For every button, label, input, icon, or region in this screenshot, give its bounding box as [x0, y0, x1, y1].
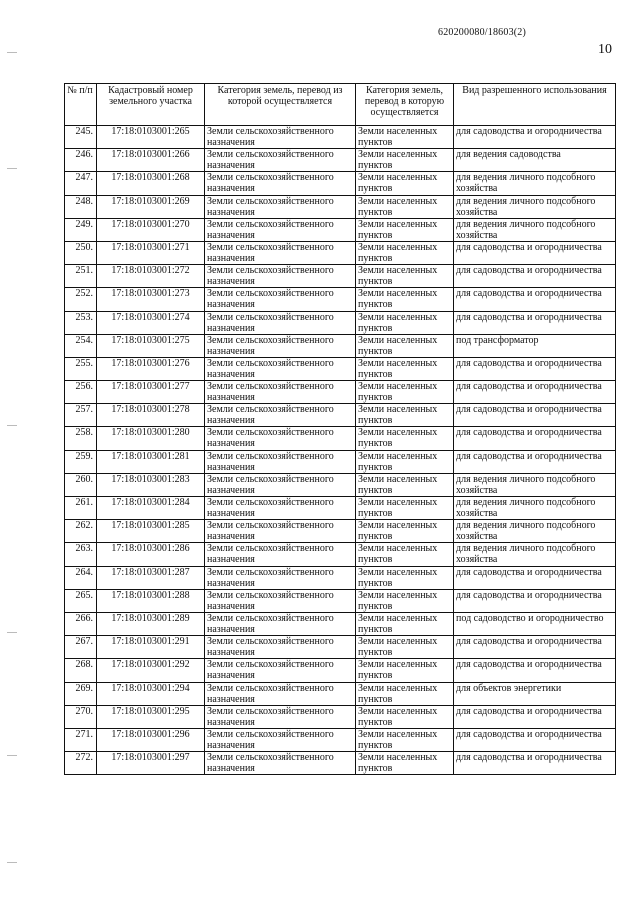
- cadastral-number: 17:18:0103001:275: [97, 334, 205, 357]
- cadastral-number: 17:18:0103001:270: [97, 218, 205, 241]
- page-number: 10: [598, 42, 612, 57]
- category-from: Земли сельскохозяйственного назначения: [205, 149, 356, 172]
- cadastral-number: 17:18:0103001:294: [97, 682, 205, 705]
- row-number: 271.: [65, 728, 97, 751]
- permitted-use: для ведения личного подсобного хозяйства: [454, 497, 616, 520]
- table-row: [65, 218, 616, 241]
- table-row: [65, 473, 616, 496]
- category-to: Земли населенных пунктов: [356, 566, 454, 589]
- category-to: Земли населенных пунктов: [356, 265, 454, 288]
- cadastral-number: 17:18:0103001:266: [97, 149, 205, 172]
- row-number: 263.: [65, 543, 97, 566]
- category-from: Земли сельскохозяйственного назначения: [205, 241, 356, 264]
- row-number: 254.: [65, 334, 97, 357]
- permitted-use: для садоводства и огородничества: [454, 357, 616, 380]
- category-to: Земли населенных пунктов: [356, 450, 454, 473]
- scan-margin-mark: [7, 52, 17, 53]
- row-number: 255.: [65, 357, 97, 380]
- cadastral-number: 17:18:0103001:295: [97, 705, 205, 728]
- permitted-use: для ведения садоводства: [454, 149, 616, 172]
- category-from: Земли сельскохозяйственного назначения: [205, 543, 356, 566]
- table-row: [65, 381, 616, 404]
- permitted-use: для садоводства и огородничества: [454, 126, 616, 149]
- cadastral-number: 17:18:0103001:278: [97, 404, 205, 427]
- category-from: Земли сельскохозяйственного назначения: [205, 265, 356, 288]
- table-row: [65, 752, 616, 775]
- cadastral-number: 17:18:0103001:296: [97, 728, 205, 751]
- land-plots-table-container: [64, 83, 616, 775]
- cadastral-number: 17:18:0103001:269: [97, 195, 205, 218]
- category-from: Земли сельскохозяйственного назначения: [205, 497, 356, 520]
- category-to: Земли населенных пунктов: [356, 288, 454, 311]
- category-from: Земли сельскохозяйственного назначения: [205, 334, 356, 357]
- category-to: Земли населенных пунктов: [356, 218, 454, 241]
- table-row: [65, 334, 616, 357]
- table-row: [65, 288, 616, 311]
- category-to: Земли населенных пунктов: [356, 520, 454, 543]
- header-category-from: Категория земель, перевод из которой осуществляется: [205, 84, 356, 126]
- cadastral-number: 17:18:0103001:268: [97, 172, 205, 195]
- row-number: 266.: [65, 612, 97, 635]
- category-from: Земли сельскохозяйственного назначения: [205, 404, 356, 427]
- row-number: 265.: [65, 589, 97, 612]
- row-number: 257.: [65, 404, 97, 427]
- category-from: Земли сельскохозяйственного назначения: [205, 288, 356, 311]
- row-number: 261.: [65, 497, 97, 520]
- category-from: Земли сельскохозяйственного назначения: [205, 636, 356, 659]
- permitted-use: для садоводства и огородничества: [454, 589, 616, 612]
- cadastral-number: 17:18:0103001:284: [97, 497, 205, 520]
- table-row: [65, 241, 616, 264]
- table-row: [65, 450, 616, 473]
- permitted-use: для садоводства и огородничества: [454, 241, 616, 264]
- category-to: Земли населенных пунктов: [356, 149, 454, 172]
- table-row: [65, 126, 616, 149]
- category-to: Земли населенных пунктов: [356, 427, 454, 450]
- category-to: Земли населенных пунктов: [356, 497, 454, 520]
- category-from: Земли сельскохозяйственного назначения: [205, 612, 356, 635]
- permitted-use: для садоводства и огородничества: [454, 566, 616, 589]
- category-to: Земли населенных пунктов: [356, 311, 454, 334]
- category-from: Земли сельскохозяйственного назначения: [205, 357, 356, 380]
- cadastral-number: 17:18:0103001:289: [97, 612, 205, 635]
- cadastral-number: 17:18:0103001:297: [97, 752, 205, 775]
- cadastral-number: 17:18:0103001:265: [97, 126, 205, 149]
- header-row: [65, 84, 616, 126]
- permitted-use: для садоводства и огородничества: [454, 265, 616, 288]
- table-row: [65, 728, 616, 751]
- table-header: [65, 84, 616, 126]
- category-from: Земли сельскохозяйственного назначения: [205, 172, 356, 195]
- table-row: [65, 705, 616, 728]
- row-number: 259.: [65, 450, 97, 473]
- category-to: Земли населенных пунктов: [356, 589, 454, 612]
- cadastral-number: 17:18:0103001:288: [97, 589, 205, 612]
- permitted-use: для садоводства и огородничества: [454, 728, 616, 751]
- cadastral-number: 17:18:0103001:274: [97, 311, 205, 334]
- category-from: Земли сельскохозяйственного назначения: [205, 195, 356, 218]
- row-number: 258.: [65, 427, 97, 450]
- category-from: Земли сельскохозяйственного назначения: [205, 450, 356, 473]
- row-number: 251.: [65, 265, 97, 288]
- category-from: Земли сельскохозяйственного назначения: [205, 473, 356, 496]
- permitted-use: для садоводства и огородничества: [454, 311, 616, 334]
- category-from: Земли сельскохозяйственного назначения: [205, 566, 356, 589]
- cadastral-number: 17:18:0103001:281: [97, 450, 205, 473]
- permitted-use: для садоводства и огородничества: [454, 381, 616, 404]
- row-number: 262.: [65, 520, 97, 543]
- permitted-use: для объектов энергетики: [454, 682, 616, 705]
- cadastral-number: 17:18:0103001:292: [97, 659, 205, 682]
- category-from: Земли сельскохозяйственного назначения: [205, 126, 356, 149]
- category-from: Земли сельскохозяйственного назначения: [205, 659, 356, 682]
- table-row: [65, 265, 616, 288]
- row-number: 270.: [65, 705, 97, 728]
- category-to: Земли населенных пунктов: [356, 682, 454, 705]
- table-row: [65, 149, 616, 172]
- header-num: № п/п: [65, 84, 97, 126]
- permitted-use: для садоводства и огородничества: [454, 659, 616, 682]
- table-row: [65, 404, 616, 427]
- category-to: Земли населенных пунктов: [356, 612, 454, 635]
- table-row: [65, 659, 616, 682]
- row-number: 267.: [65, 636, 97, 659]
- category-to: Земли населенных пунктов: [356, 728, 454, 751]
- cadastral-number: 17:18:0103001:291: [97, 636, 205, 659]
- row-number: 256.: [65, 381, 97, 404]
- category-from: Земли сельскохозяйственного назначения: [205, 311, 356, 334]
- permitted-use: для ведения личного подсобного хозяйства: [454, 195, 616, 218]
- category-to: Земли населенных пунктов: [356, 357, 454, 380]
- row-number: 249.: [65, 218, 97, 241]
- row-number: 268.: [65, 659, 97, 682]
- cadastral-number: 17:18:0103001:272: [97, 265, 205, 288]
- permitted-use: под садоводство и огородничество: [454, 612, 616, 635]
- category-from: Земли сельскохозяйственного назначения: [205, 682, 356, 705]
- row-number: 272.: [65, 752, 97, 775]
- permitted-use: для ведения личного подсобного хозяйства: [454, 473, 616, 496]
- category-to: Земли населенных пунктов: [356, 705, 454, 728]
- table-row: [65, 566, 616, 589]
- category-to: Земли населенных пунктов: [356, 636, 454, 659]
- header-category-to: Категория земель, перевод в которую осуществляется: [356, 84, 454, 126]
- scan-margin-mark: [7, 632, 17, 633]
- permitted-use: под трансформатор: [454, 334, 616, 357]
- category-to: Земли населенных пунктов: [356, 404, 454, 427]
- table-row: [65, 636, 616, 659]
- table-row: [65, 427, 616, 450]
- table-row: [65, 612, 616, 635]
- permitted-use: для садоводства и огородничества: [454, 636, 616, 659]
- permitted-use: для садоводства и огородничества: [454, 427, 616, 450]
- table-body: [65, 126, 616, 775]
- category-to: Земли населенных пунктов: [356, 473, 454, 496]
- category-from: Земли сельскохозяйственного назначения: [205, 520, 356, 543]
- row-number: 260.: [65, 473, 97, 496]
- row-number: 248.: [65, 195, 97, 218]
- permitted-use: для ведения личного подсобного хозяйства: [454, 218, 616, 241]
- cadastral-number: 17:18:0103001:276: [97, 357, 205, 380]
- category-from: Земли сельскохозяйственного назначения: [205, 705, 356, 728]
- cadastral-number: 17:18:0103001:283: [97, 473, 205, 496]
- cadastral-number: 17:18:0103001:277: [97, 381, 205, 404]
- category-from: Земли сельскохозяйственного назначения: [205, 427, 356, 450]
- cadastral-number: 17:18:0103001:280: [97, 427, 205, 450]
- table-row: [65, 543, 616, 566]
- row-number: 245.: [65, 126, 97, 149]
- table-row: [65, 497, 616, 520]
- permitted-use: для садоводства и огородничества: [454, 752, 616, 775]
- scan-margin-mark: [7, 168, 17, 169]
- category-to: Земли населенных пунктов: [356, 543, 454, 566]
- table-row: [65, 172, 616, 195]
- cadastral-number: 17:18:0103001:271: [97, 241, 205, 264]
- row-number: 252.: [65, 288, 97, 311]
- category-to: Земли населенных пунктов: [356, 381, 454, 404]
- table-row: [65, 195, 616, 218]
- category-from: Земли сельскохозяйственного назначения: [205, 752, 356, 775]
- category-to: Земли населенных пунктов: [356, 126, 454, 149]
- category-from: Земли сельскохозяйственного назначения: [205, 728, 356, 751]
- category-to: Земли населенных пунктов: [356, 241, 454, 264]
- category-from: Земли сельскохозяйственного назначения: [205, 381, 356, 404]
- cadastral-number: 17:18:0103001:287: [97, 566, 205, 589]
- cadastral-number: 17:18:0103001:286: [97, 543, 205, 566]
- category-to: Земли населенных пунктов: [356, 172, 454, 195]
- category-from: Земли сельскохозяйственного назначения: [205, 589, 356, 612]
- permitted-use: для ведения личного подсобного хозяйства: [454, 520, 616, 543]
- row-number: 250.: [65, 241, 97, 264]
- cadastral-number: 17:18:0103001:285: [97, 520, 205, 543]
- scan-margin-mark: [7, 425, 17, 426]
- category-to: Земли населенных пунктов: [356, 659, 454, 682]
- row-number: 246.: [65, 149, 97, 172]
- category-from: Земли сельскохозяйственного назначения: [205, 218, 356, 241]
- permitted-use: для ведения личного подсобного хозяйства: [454, 543, 616, 566]
- category-to: Земли населенных пунктов: [356, 752, 454, 775]
- permitted-use: для садоводства и огородничества: [454, 288, 616, 311]
- row-number: 269.: [65, 682, 97, 705]
- scan-margin-mark: [7, 755, 17, 756]
- category-to: Земли населенных пунктов: [356, 195, 454, 218]
- table-row: [65, 520, 616, 543]
- permitted-use: для садоводства и огородничества: [454, 705, 616, 728]
- header-permitted-use: Вид разрешенного использования: [454, 84, 616, 126]
- table-row: [65, 311, 616, 334]
- table-row: [65, 682, 616, 705]
- row-number: 264.: [65, 566, 97, 589]
- land-plots-table: [64, 83, 616, 775]
- cadastral-number: 17:18:0103001:273: [97, 288, 205, 311]
- table-row: [65, 589, 616, 612]
- header-cadastral: Кадастровый номер земельного участка: [97, 84, 205, 126]
- scan-margin-mark: [7, 862, 17, 863]
- permitted-use: для садоводства и огородничества: [454, 450, 616, 473]
- document-registration-number: 620200080/18603(2): [438, 27, 527, 38]
- row-number: 253.: [65, 311, 97, 334]
- category-to: Земли населенных пунктов: [356, 334, 454, 357]
- permitted-use: для садоводства и огородничества: [454, 404, 616, 427]
- permitted-use: для ведения личного подсобного хозяйства: [454, 172, 616, 195]
- row-number: 247.: [65, 172, 97, 195]
- table-row: [65, 357, 616, 380]
